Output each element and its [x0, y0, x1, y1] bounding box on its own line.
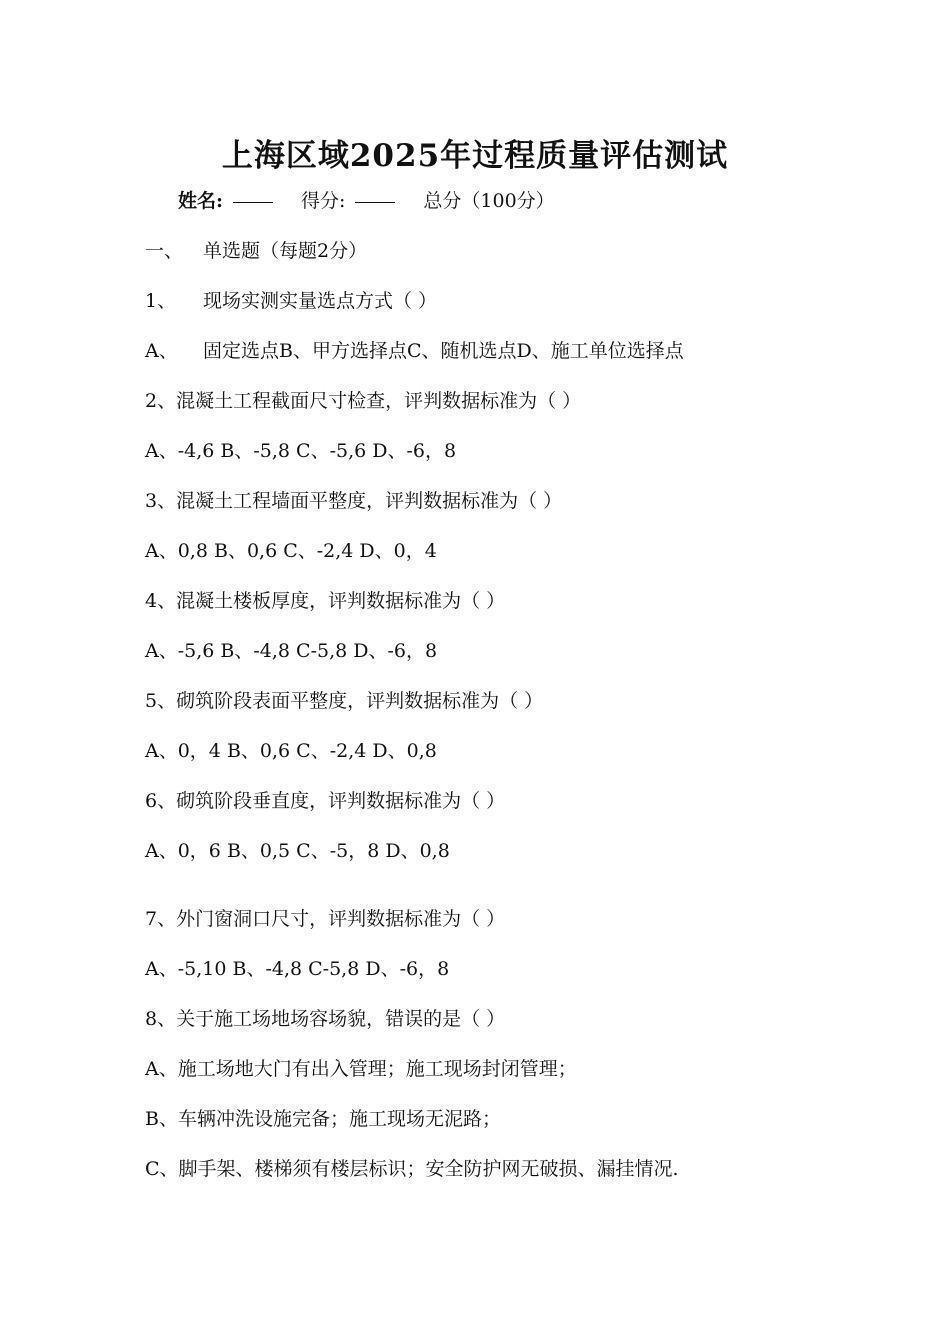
name-blank [233, 201, 273, 203]
question-8-option-c: C、脚手架、楼梯须有楼层标识；安全防护网无破损、漏挂情况. [145, 1158, 679, 1180]
option-text: 固定选点B、甲方选择点C、随机选点D、施工单位选择点 [203, 340, 684, 362]
question-2-options: A、-4,6 B、-5,8 C、-5,6 D、-6，8 [145, 440, 457, 462]
question-6: 6、砌筑阶段垂直度，评判数据标准为（ ） [145, 790, 506, 812]
section-heading [145, 236, 367, 263]
question-2: 2、混凝土工程截面尺寸检查，评判数据标准为（ ） [145, 390, 582, 412]
question-8-option-a: A、施工场地大门有出入管理；施工现场封闭管理； [145, 1058, 577, 1080]
question-number: 1、 [145, 290, 177, 312]
question-8-option-b: B、车辆冲洗设施完备；施工现场无泥路； [145, 1108, 501, 1130]
section-number: 一、 [145, 240, 184, 262]
question-4-options: A、-5,6 B、-4,8 C-5,8 D、-6，8 [145, 640, 438, 662]
question-4: 4、混凝土楼板厚度，评判数据标准为（ ） [145, 590, 506, 612]
name-label: 姓名: [178, 190, 224, 212]
option-prefix: A、 [145, 340, 178, 362]
question-5: 5、砌筑阶段表面平整度，评判数据标准为（ ） [145, 690, 544, 712]
page-title: 上海区域2025年过程质量评估测试 [221, 138, 729, 174]
score-blank [355, 201, 395, 203]
question-1-options [145, 336, 684, 363]
question-3: 3、混凝土工程墙面平整度，评判数据标准为（ ） [145, 490, 563, 512]
score-label: 得分: [301, 190, 346, 212]
exam-info [178, 186, 555, 213]
question-8: 8、关于施工场地场容场貌，错误的是（ ） [145, 1008, 506, 1030]
question-7: 7、外门窗洞口尺寸，评判数据标准为（ ） [145, 908, 506, 930]
question-5-options: A、0，4 B、0,6 C、-2,4 D、0,8 [145, 740, 437, 762]
total-label: 总分（100分） [423, 190, 555, 212]
question-6-options: A、0，6 B、0,5 C、-5，8 D、0,8 [145, 840, 450, 862]
question-3-options: A、0,8 B、0,6 C、-2,4 D、0，4 [145, 540, 437, 562]
section-title: 单选题（每题2分） [203, 240, 368, 262]
question-7-options: A、-5,10 B、-4,8 C-5,8 D、-6，8 [145, 958, 450, 980]
question-1 [145, 286, 437, 313]
question-text: 现场实测实量选点方式（ ） [203, 290, 438, 312]
